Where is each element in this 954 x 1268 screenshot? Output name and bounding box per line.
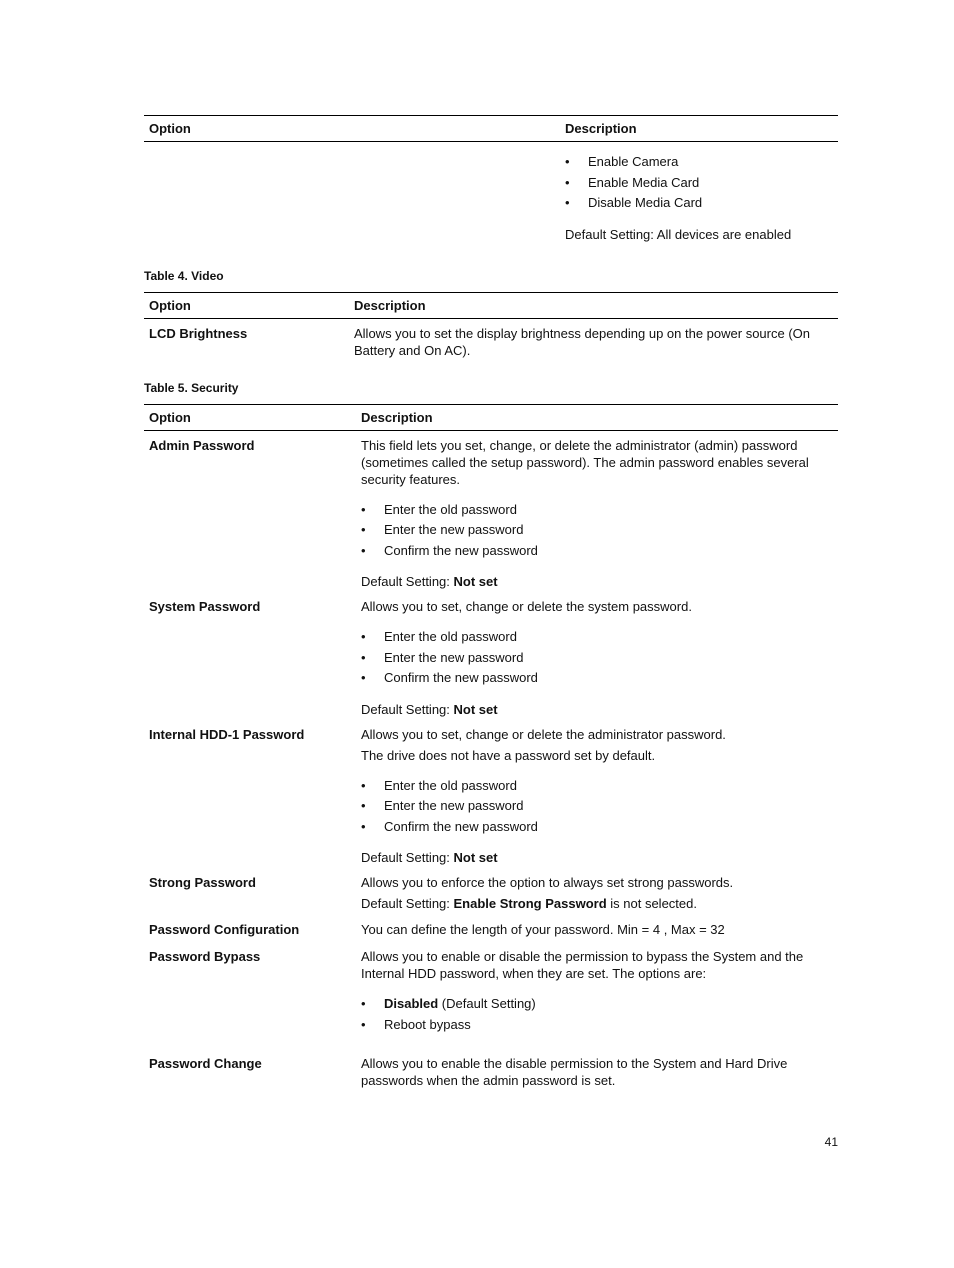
table-video [144,292,838,359]
option-cell: LCD Brightness [149,325,248,341]
table-row [144,590,838,718]
list-item: • Enter the old password [361,776,833,797]
header-option: Option [149,409,191,425]
default-value: Not set [453,701,498,717]
list-item: • Enter the old password [361,500,833,521]
default-value: Enable Strong Password [453,896,607,911]
list-item: • Confirm the new password [361,541,833,562]
list-item: • Enable Camera [565,152,833,173]
list-item: • Enter the new password [361,796,833,817]
option-description: This field lets you set, change, or delete the administrator (admin) password (sometimes called the setup password). The admin password enables several security features. [361,437,809,487]
list-item [361,994,833,1015]
table-row [144,142,838,243]
password-steps-list [361,500,833,562]
option-cell: Admin Password [149,437,255,453]
header-description: Description [354,297,426,313]
header-option: Option [149,297,191,313]
option-description: Allows you to set, change or delete the system password. [361,599,692,614]
description-cell: Allows you to enable the disable permission to the System and Hard Drive passwords when the admin password is set. [361,1056,788,1088]
table-caption: Table 5. Security [144,380,239,395]
table-header-row [144,116,838,142]
password-steps-list [361,776,833,838]
default-value: Not set [453,850,498,865]
description-cell: Allows you to set the display brightness depending up on the power source (On Battery and On AC). [354,325,810,358]
table-row [144,938,838,1051]
table-header-row [144,292,838,318]
list-item: • Enter the new password [361,520,833,541]
default-value: Not set [453,574,498,589]
page-number: 41 [824,1135,838,1149]
table-continued [144,115,838,243]
table-row [144,866,838,912]
option-cell: Password Bypass [149,949,261,964]
default-setting [361,849,833,866]
description-cell [560,142,838,243]
default-setting [361,573,833,590]
option-cell [144,142,560,243]
table-row [144,912,838,938]
default-label: Default Setting: [361,850,454,865]
list-item: • Enable Media Card [565,173,833,194]
table-security [144,404,838,1090]
table-row [144,1051,838,1089]
list-item: • Reboot bypass [361,1015,833,1036]
description-cell [356,718,838,867]
option-cell: Password Configuration [149,922,300,937]
default-setting [361,701,833,718]
header-option: Option [149,121,191,136]
default-label: Default Setting: [361,574,454,589]
list-item: • Disable Media Card [565,193,833,214]
option-description: Allows you to enable or disable the permission to bypass the System and the Internal HDD password, when they are set. The options are: [361,949,804,981]
option-description: The drive does not have a password set by default. [361,747,656,763]
header-description: Description [361,409,433,425]
table-row [144,718,838,867]
default-label: Default Setting: [361,896,454,911]
option-note: (Default Setting) [438,996,536,1011]
table-row [144,430,838,590]
table-row [144,318,838,359]
option-value: Disabled [384,996,439,1011]
table-caption: Table 4. Video [144,268,224,283]
default-label: Default Setting: [361,701,454,717]
password-steps-list [361,627,833,689]
list-item: • Enter the new password [361,648,833,669]
default-setting: Default Setting: All devices are enabled [565,226,792,242]
option-cell: Password Change [149,1056,262,1071]
description-cell [356,866,838,912]
option-description: Allows you to enforce the option to always set strong passwords. [361,875,734,890]
option-description: Allows you to set, change or delete the administrator password. [361,726,726,742]
description-cell [356,590,838,718]
description-cell [356,938,838,1051]
option-cell: Strong Password [149,875,256,890]
description-cell [356,430,838,590]
table-header-row [144,404,838,430]
header-description: Description [565,121,637,136]
bypass-options-list [361,994,833,1035]
document-page [144,115,838,1089]
list-item: • Confirm the new password [361,668,833,689]
list-item: • Confirm the new password [361,817,833,838]
default-setting [361,895,833,912]
description-cell: You can define the length of your password. Min = 4 , Max = 32 [361,922,725,937]
option-cell: Internal HDD-1 Password [149,726,305,742]
option-cell: System Password [149,599,261,614]
default-suffix: is not selected. [606,896,697,911]
device-list [565,152,833,214]
list-item: • Enter the old password [361,627,833,648]
